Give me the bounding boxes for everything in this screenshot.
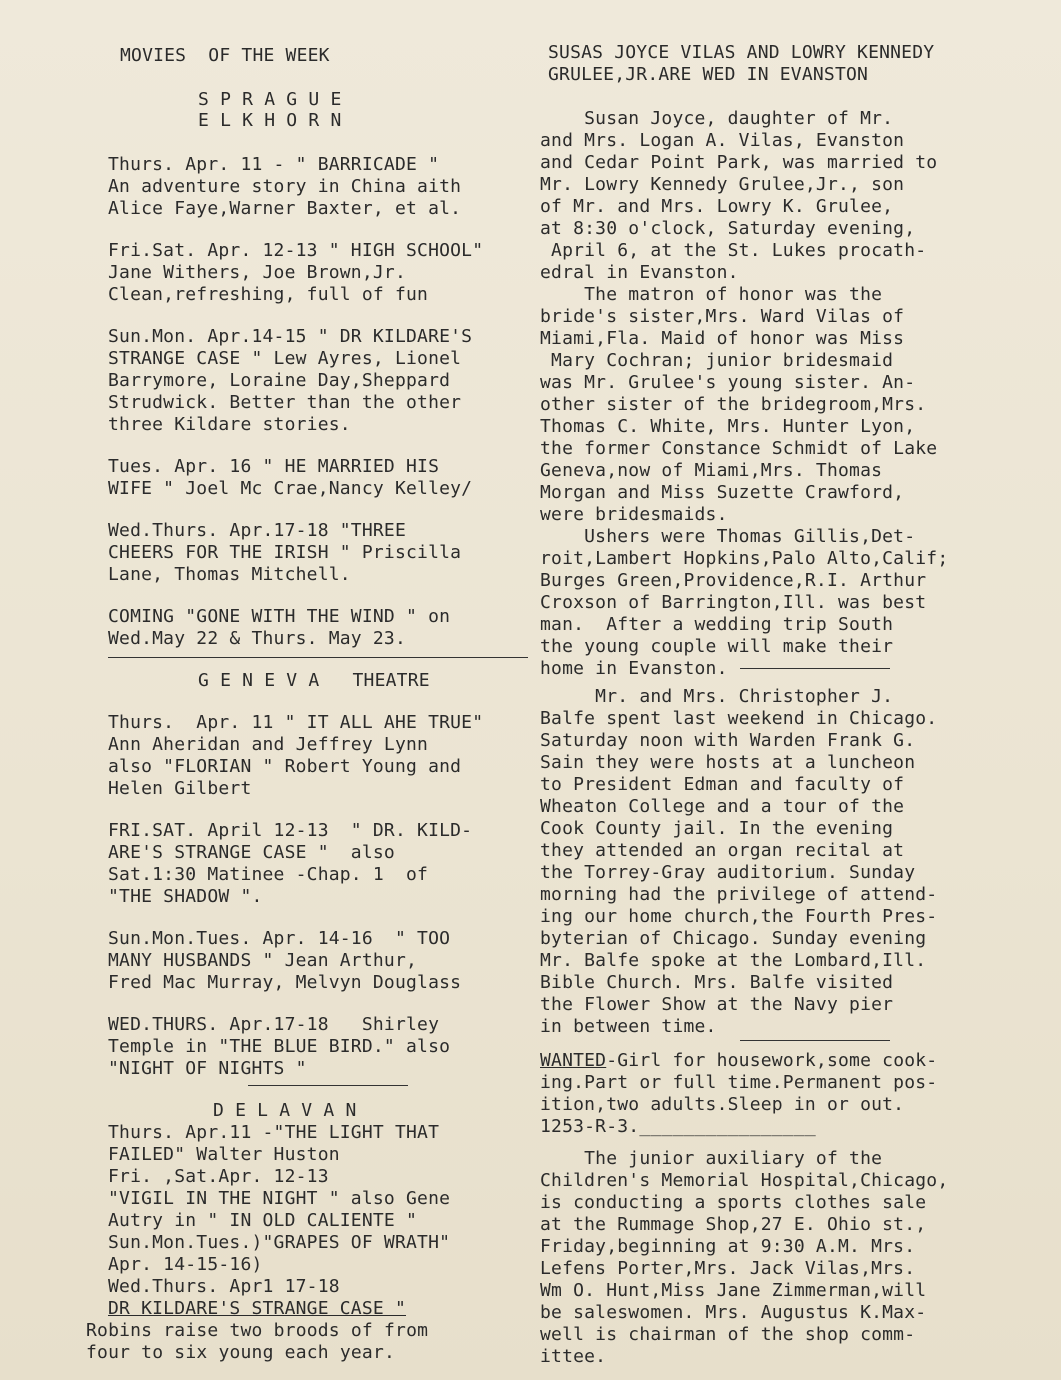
article-line: edral in Evanston.	[540, 262, 739, 283]
article-line: morning had the privilege of attend-	[540, 884, 938, 905]
article-line: the Torrey-Gray auditorium. Sunday	[540, 862, 916, 883]
article-line: Lefens Porter,Mrs. Jack Vilas,Mrs.	[540, 1258, 916, 1279]
listing-line: Lane, Thomas Mitchell.	[108, 564, 351, 585]
listing-line: Sun.Mon.Tues.)"GRAPES OF WRATH"	[108, 1232, 451, 1253]
listing-line: three Kildare stories.	[108, 414, 351, 435]
listing-line: Ann Aheridan and Jeffrey Lynn	[108, 734, 429, 755]
listing-line: CHEERS FOR THE IRISH " Priscilla	[108, 542, 462, 563]
listing-line: Sun.Mon.Tues. Apr. 14-16 " TOO	[108, 928, 451, 949]
ad-line: ing.Part or full time.Permanent pos-	[540, 1072, 938, 1093]
article-line: at the Rummage Shop,27 E. Ohio st.,	[540, 1214, 927, 1235]
listing-line: DR KILDARE'S STRANGE CASE "	[108, 1298, 406, 1319]
listing-line: Sat.1:30 Matinee -Chap. 1 of	[108, 864, 429, 885]
article-line: Bible Church. Mrs. Balfe visited	[540, 972, 894, 993]
article-line: at 8:30 o'clock, Saturday evening,	[540, 218, 916, 239]
article-line: was Mr. Grulee's young sister. An-	[540, 372, 916, 393]
listing-line: Sun.Mon. Apr.14-15 " DR KILDARE'S	[108, 326, 473, 347]
article-line: in between time.	[540, 1016, 717, 1037]
wanted-label: WANTED	[540, 1050, 607, 1071]
article-line: they attended an organ recital at	[540, 840, 905, 861]
listing-line: Thurs. Apr.11 -"THE LIGHT THAT	[108, 1122, 440, 1143]
listing-line: also "FLORIAN " Robert Young and	[108, 756, 462, 777]
listing-line: Autry in " IN OLD CALIENTE "	[108, 1210, 418, 1231]
article-line: bride's sister,Mrs. Ward Vilas of	[540, 306, 905, 327]
article-line: were bridesmaids.	[540, 504, 728, 525]
listing-line: Thurs. Apr. 11 - " BARRICADE "	[108, 154, 440, 175]
note-line: Robins raise two broods of from	[86, 1320, 429, 1341]
listing-line: Clean,refreshing, full of fun	[108, 284, 429, 305]
article-line: April 6, at the St. Lukes procath-	[540, 240, 927, 261]
listing-line: MANY HUSBANDS " Jean Arthur,	[108, 950, 418, 971]
article-line: Balfe spent last weekend in Chicago.	[540, 708, 938, 729]
listing-line: Temple in "THE BLUE BIRD." also	[108, 1036, 451, 1057]
listing-line: STRANGE CASE " Lew Ayres, Lionel	[108, 348, 462, 369]
article-line: Mr. Lowry Kennedy Grulee,Jr., son	[540, 174, 905, 195]
ad-line: ition,two adults.Sleep in or out.	[540, 1094, 905, 1115]
delavan-heading: D E L A V A N	[213, 1100, 357, 1121]
listing-line: Tues. Apr. 16 " HE MARRIED HIS	[108, 456, 440, 477]
article-line: the former Constance Schmidt of Lake	[540, 438, 938, 459]
listing-line: Fri.Sat. Apr. 12-13 " HIGH SCHOOL"	[108, 240, 484, 261]
note-line: four to six young each year.	[86, 1342, 396, 1363]
headline-line: SUSAS JOYCE VILAS AND LOWRY KENNEDY	[548, 42, 935, 63]
listing-line: "THE SHADOW ".	[108, 886, 263, 907]
article-line: the young couple will make their	[540, 636, 894, 657]
article-line: Wheaton College and a tour of the	[540, 796, 905, 817]
article-line: of Mr. and Mrs. Lowry K. Grulee,	[540, 196, 894, 217]
divider	[740, 1040, 890, 1041]
ad-line	[540, 1050, 937, 1072]
article-line: ing our home church,the Fourth Pres-	[540, 906, 938, 927]
article-line: be saleswomen. Mrs. Augustus K.Max-	[540, 1302, 927, 1323]
article-line: The matron of honor was the	[540, 284, 883, 305]
article-line: roit,Lambert Hopkins,Palo Alto,Calif;	[540, 548, 949, 569]
listing-line: Wed.Thurs. Apr.17-18 "THREE	[108, 520, 406, 541]
article-line: Wm O. Hunt,Miss Jane Zimmerman,will	[540, 1280, 927, 1301]
article-line: man. After a wedding trip South	[540, 614, 894, 635]
listing-line: FAILED" Walter Huston	[108, 1144, 340, 1165]
listing-line: Fri. ,Sat.Apr. 12-13	[108, 1166, 329, 1187]
listing-line: Thurs. Apr. 11 " IT ALL AHE TRUE"	[108, 712, 484, 733]
article-line: Mr. and Mrs. Christopher J.	[540, 686, 894, 707]
article-line: Cook County jail. In the evening	[540, 818, 894, 839]
article-line: the Flower Show at the Navy pier	[540, 994, 894, 1015]
article-line: Mary Cochran; junior bridesmaid	[540, 350, 894, 371]
article-line: home in Evanston.	[540, 658, 728, 679]
article-line: byterian of Chicago. Sunday evening	[540, 928, 927, 949]
article-line: ittee.	[540, 1346, 607, 1367]
divider	[740, 668, 890, 669]
article-line: Thomas C. White, Mrs. Hunter Lyon,	[540, 416, 916, 437]
divider	[108, 657, 528, 658]
article-line: Croxson of Barrington,Ill. was best	[540, 592, 927, 613]
article-line: and Cedar Point Park, was married to	[540, 152, 938, 173]
listing-line: Fred Mac Murray, Melvyn Douglass	[108, 972, 462, 993]
article-line: Burges Green,Providence,R.I. Arthur	[540, 570, 927, 591]
article-line: Miami,Fla. Maid of honor was Miss	[540, 328, 905, 349]
article-line: Children's Memorial Hospital,Chicago,	[540, 1170, 949, 1191]
listing-line: ARE'S STRANGE CASE " also	[108, 842, 395, 863]
listing-line: WED.THURS. Apr.17-18 Shirley	[108, 1014, 440, 1035]
article-line: Ushers were Thomas Gillis,Det-	[540, 526, 916, 547]
article-line: Saturday noon with Warden Frank G.	[540, 730, 916, 751]
elkhorn-heading: E L K H O R N	[198, 110, 342, 131]
sprague-heading: S P R A G U E	[198, 89, 342, 110]
listing-line: Strudwick. Better than the other	[108, 392, 462, 413]
article-line: Susan Joyce, daughter of Mr.	[540, 108, 894, 129]
listing-line: Jane Withers, Joe Brown,Jr.	[108, 262, 406, 283]
article-line: is conducting a sports clothes sale	[540, 1192, 927, 1213]
listing-line: "NIGHT OF NIGHTS "	[108, 1058, 307, 1079]
article-line: and Mrs. Logan A. Vilas, Evanston	[540, 130, 905, 151]
headline-line: GRULEE,JR.ARE WED IN EVANSTON	[548, 64, 869, 85]
article-line: Morgan and Miss Suzette Crawford,	[540, 482, 905, 503]
article-line: Geneva,now of Miami,Mrs. Thomas	[540, 460, 883, 481]
listing-line: An adventure story in China aith	[108, 176, 462, 197]
article-line: Sain they were hosts at a luncheon	[540, 752, 916, 773]
listing-line: WIFE " Joel Mc Crae,Nancy Kelley/	[108, 478, 473, 499]
article-line: other sister of the bridegroom,Mrs.	[540, 394, 927, 415]
listing-line: Alice Faye,Warner Baxter, et al.	[108, 198, 462, 219]
listing-line: "VIGIL IN THE NIGHT " also Gene	[108, 1188, 451, 1209]
geneva-heading: G E N E V A THEATRE	[198, 670, 430, 691]
listing-line: FRI.SAT. April 12-13 " DR. KILD-	[108, 820, 473, 841]
divider	[248, 1085, 408, 1086]
listing-line: COMING "GONE WITH THE WIND " on	[108, 606, 451, 627]
movies-heading: MOVIES OF THE WEEK	[120, 45, 330, 66]
listing-line: Wed.Thurs. Apr1 17-18	[108, 1276, 340, 1297]
article-line: Friday,beginning at 9:30 A.M. Mrs.	[540, 1236, 916, 1257]
article-line: well is chairman of the shop comm-	[540, 1324, 916, 1345]
listing-line: Wed.May 22 & Thurs. May 23.	[108, 628, 406, 649]
article-line: Mr. Balfe spoke at the Lombard,Ill.	[540, 950, 927, 971]
listing-line: Apr. 14-15-16)	[108, 1254, 263, 1275]
ad-text: -Girl for housework,some cook-	[606, 1050, 938, 1071]
ad-line: 1253-R-3.________________	[540, 1116, 816, 1137]
listing-line: Barrymore, Loraine Day,Sheppard	[108, 370, 451, 391]
listing-line: Helen Gilbert	[108, 778, 252, 799]
article-line: The junior auxiliary of the	[540, 1148, 883, 1169]
article-line: to President Edman and faculty of	[540, 774, 905, 795]
